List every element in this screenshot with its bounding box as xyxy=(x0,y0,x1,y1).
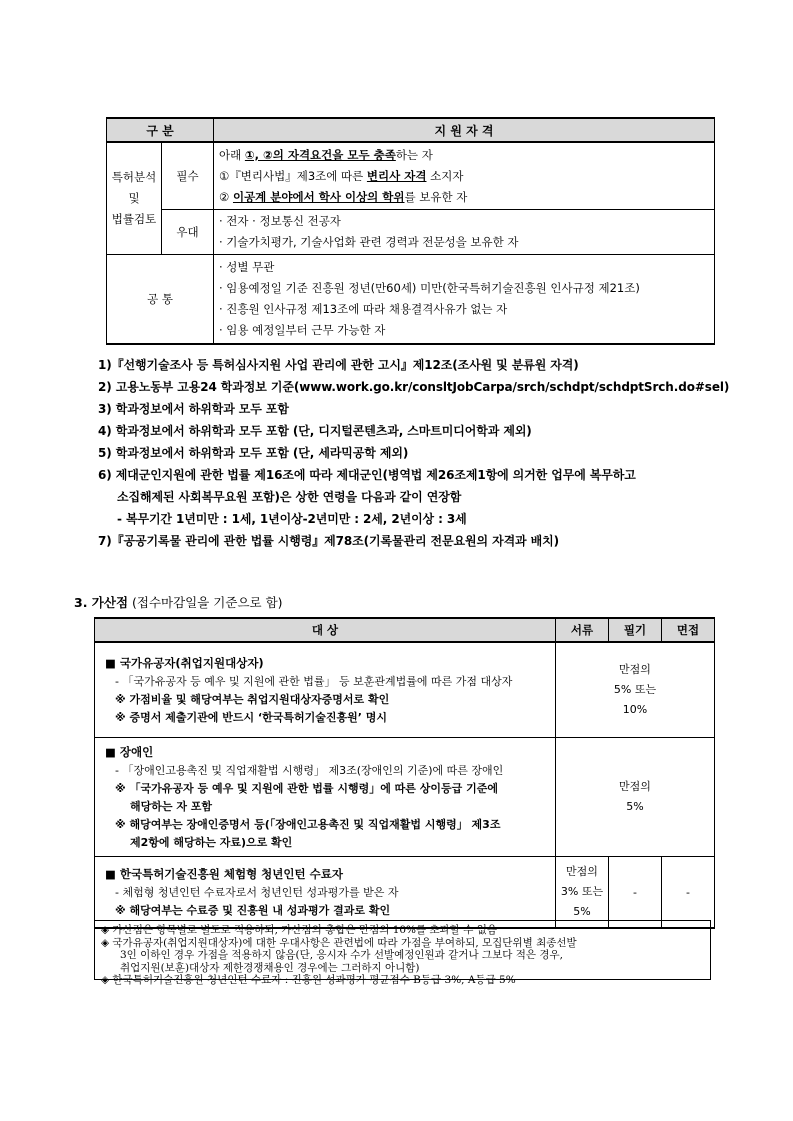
group-label-line: 및 xyxy=(128,191,140,205)
footnote-line: 3인 이하인 경우 가점을 적용하지 않음(단, 응시자 수가 선발예정인원과 같거나 그보다 적은 경우, xyxy=(120,949,563,962)
row-line: - 「국가유공자 등 예우 및 지원에 관한 법률」 등 보훈관계법률에 따른 가점 대상자 xyxy=(115,675,513,688)
footnote-box xyxy=(94,920,711,987)
note-3: 3) 학과정보에서 하위학과 모두 포함 xyxy=(98,402,289,416)
common-line: · 임용 예정일부터 근무 가능한 자 xyxy=(219,323,386,337)
note-4: 4) 학과정보에서 하위학과 모두 포함 (단, 디지털콘텐츠과, 스마트미디어학과 제외) xyxy=(98,424,532,438)
score-intern-document: 만점의 3% 또는 5% xyxy=(556,857,609,929)
required-label: 필수 xyxy=(162,142,214,210)
preferred-line: · 전자 · 정보통신 전공자 xyxy=(219,214,341,228)
footnote-line: ◈ 국가유공자(취업지원대상자)에 대한 우대사항은 관련법에 따라 가점을 부여하되, 모집단위별 최종선발 xyxy=(101,936,577,949)
note-1: 1)『선행기술조사 등 특허심사지원 사업 관리에 관한 고시』제12조(조사원 및 분류원 자격) xyxy=(98,358,579,372)
note-6-detail: - 복무기간 1년미만 : 1세, 1년이상-2년미만 : 2세, 2년이상 : 3세 xyxy=(117,512,467,526)
row-line: - 체험형 청년인턴 수료자로서 청년인턴 성과평가를 받은 자 xyxy=(115,886,399,899)
header-document: 서류 xyxy=(556,618,609,642)
score-disabled: 만점의 5% xyxy=(556,738,715,857)
row-line: ※ 해당여부는 장애인증명서 등(「장애인고용촉진 및 직업재활법 시행령」 제3조 xyxy=(115,818,501,831)
common-line: · 임용예정일 기준 진흥원 정년(만60세) 미만(한국특허기술진흥원 인사규정 제21조) xyxy=(219,281,640,295)
target-disabled xyxy=(95,738,556,857)
bonus-points-table xyxy=(94,617,715,929)
row-line: - 「장애인고용촉진 및 직업재활법 시행령」 제3조(장애인의 기준)에 따른 장애인 xyxy=(115,764,504,777)
required-line: ①『변리사법』제3조에 따른 변리사 자격 소지자 xyxy=(219,168,464,183)
row-title: ■ 한국특허기술진흥원 체험형 청년인턴 수료자 xyxy=(105,867,343,881)
row-line: 해당하는 자 포함 xyxy=(130,800,213,813)
group-label-line: 특허분석 xyxy=(111,170,157,184)
note-2: 2) 고용노동부 고용24 학과정보 기준(www.work.go.kr/consltJobCarpa/srch/schdpt/schdptSrch.do#sel) xyxy=(98,380,730,394)
required-line: ② 이공계 분야에서 학사 이상의 학위를 보유한 자 xyxy=(219,189,468,204)
required-content xyxy=(214,142,715,210)
footnote-line: ◈ 가산점은 항목별로 별도로 적용하되, 가산점의 총합은 만점의 10%를 초과할 수 없음 xyxy=(101,924,498,936)
score-veterans: 만점의 5% 또는 10% xyxy=(556,642,715,738)
header-category: 구 분 xyxy=(107,118,214,142)
score-intern-interview: - xyxy=(662,857,715,929)
group-label-line: 법률검토 xyxy=(111,212,157,226)
row-line: ※ 「국가유공자 등 예우 및 지원에 관한 법률 시행령」에 따른 상이등급 기준에 xyxy=(115,782,498,795)
row-title: ■ 장애인 xyxy=(105,745,154,759)
common-label: 공 통 xyxy=(107,255,214,345)
footnote-line: ◈ 한국특허기술진흥원 청년인턴 수료자 : 진흥원 성과평가 평균점수 B등급 3%, A등급 5% xyxy=(101,974,516,987)
header-qualification: 지 원 자 격 xyxy=(214,118,715,142)
target-intern xyxy=(95,857,556,929)
section-title: 3. 가산점 (접수마감일을 기준으로 함) xyxy=(74,595,283,610)
note-6: 6) 제대군인지원에 관한 법률 제16조에 따라 제대군인(병역법 제26조제1항에 의거한 업무에 복무하고 xyxy=(98,468,636,482)
common-content xyxy=(214,255,715,345)
row-line: ※ 가점비율 및 해당여부는 취업지원대상자증명서로 확인 xyxy=(115,693,390,706)
preferred-label: 우대 xyxy=(162,210,214,255)
row-line: ※ 해당여부는 수료증 및 진흥원 내 성과평가 결과로 확인 xyxy=(115,904,391,917)
note-5: 5) 학과정보에서 하위학과 모두 포함 (단, 세라믹공학 제외) xyxy=(98,446,409,460)
header-interview: 면접 xyxy=(662,618,715,642)
note-6-cont: 소집해제된 사회복무요원 포함)은 상한 연령을 다음과 같이 연장함 xyxy=(117,490,462,504)
header-target: 대 상 xyxy=(95,618,556,642)
target-veterans xyxy=(95,642,556,738)
row-line: 제2항에 해당하는 자료)으로 확인 xyxy=(130,836,293,849)
row-title: ■ 국가유공자(취업지원대상자) xyxy=(105,656,264,670)
score-intern-written: - xyxy=(609,857,662,929)
group-label xyxy=(107,142,162,255)
qualification-table xyxy=(106,117,715,345)
preferred-content xyxy=(214,210,715,255)
required-line: 아래 ①, ②의 자격요건을 모두 충족하는 자 xyxy=(219,147,433,162)
footnote-line: 취업지원(보훈)대상자 제한경쟁채용인 경우에는 그러하지 아니함) xyxy=(120,961,420,974)
common-line: · 성별 무관 xyxy=(219,260,275,274)
header-written: 필기 xyxy=(609,618,662,642)
common-line: · 진흥원 인사규정 제13조에 따라 채용결격사유가 없는 자 xyxy=(219,302,508,316)
preferred-line: · 기술가치평가, 기술사업화 관련 경력과 전문성을 보유한 자 xyxy=(219,235,519,249)
note-7: 7)『공공기록물 관리에 관한 법률 시행령』제78조(기록물관리 전문요원의 자격과 배치) xyxy=(98,534,559,548)
row-line: ※ 증명서 제출기관에 반드시 ‘한국특허기술진흥원’ 명시 xyxy=(115,711,387,724)
